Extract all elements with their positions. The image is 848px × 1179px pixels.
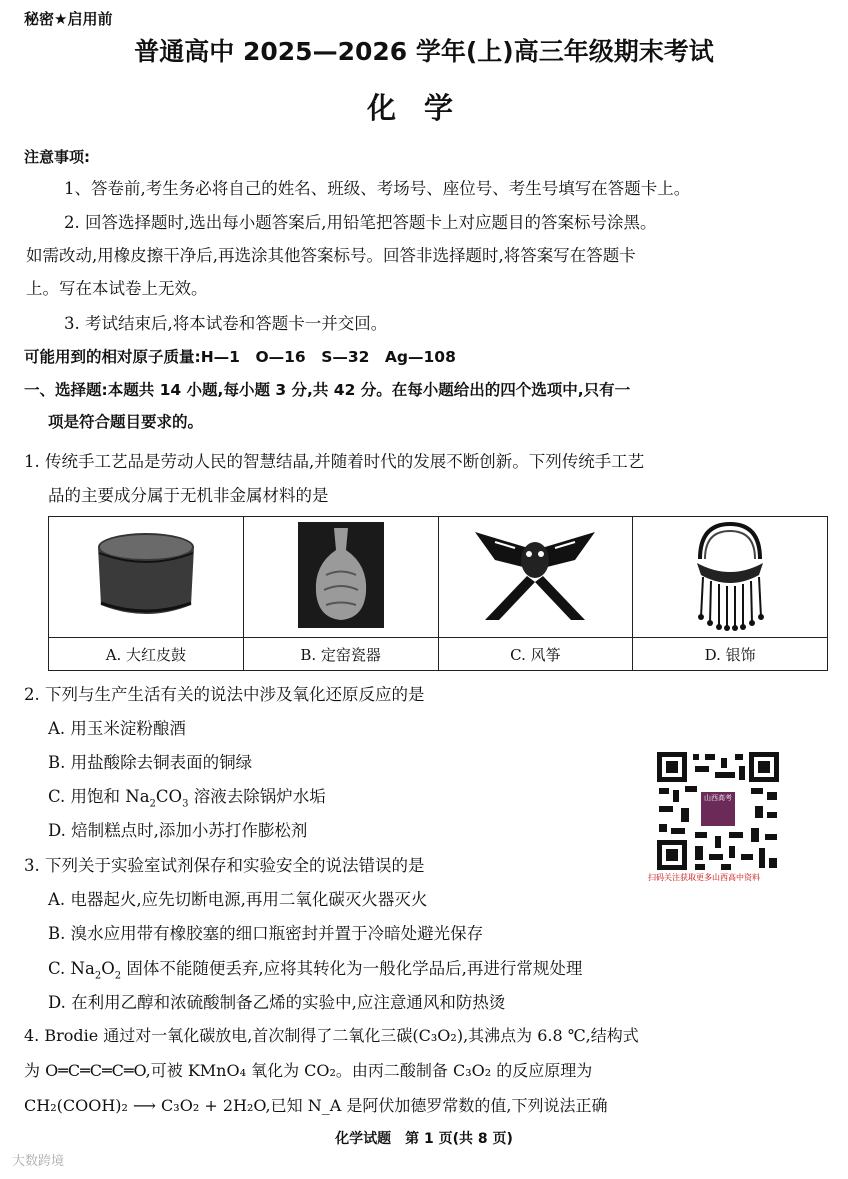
q2-option-a: A. 用玉米淀粉酿酒 [48,719,186,738]
item-b-caption: B. 定窑瓷器 [243,638,438,671]
section1-line-2: 项是符合题目要求的。 [48,413,204,431]
kite-icon [465,520,605,630]
item-d-cell [633,517,828,638]
qr-caption: 扫码关注获取更多山西高中资料 [648,873,760,882]
qr-code[interactable] [655,750,781,872]
item-c-caption: C. 风筝 [438,638,633,671]
q2-stem: 2. 下列与生产生活有关的说法中涉及氧化还原反应的是 [24,685,425,704]
q1-items-table [48,516,828,671]
q1-line-1: 1. 传统手工艺品是劳动人民的智慧结晶,并随着时代的发展不断创新。下列传统手工艺 [24,452,645,471]
notice-item-3: 3. 考试结束后,将本试卷和答题卡一并交回。 [64,314,388,333]
item-b-cell [243,517,438,638]
notice-item-2-line-2: 如需改动,用橡皮擦干净后,再选涂其他答案标号。回答非选择题时,将答案写在答题卡 [26,246,636,265]
q2-option-c: C. 用饱和 $Na_2CO_3$ 溶液去除锅炉水垢 [48,787,326,810]
atomic-mass: 可能用到的相对原子质量:H—1 O—16 S—32 Ag—108 [24,348,456,366]
drum-icon [91,525,201,625]
q4-line-1: 4. Brodie 通过对一氧化碳放电,首次制得了二氧化三碳(C₃O₂),其沸点为 6.8 ℃,结构式 [24,1026,639,1045]
qr-center-label: 山西高考 [704,794,732,802]
q3-option-d: D. 在利用乙醇和浓硫酸制备乙烯的实验中,应注意通风和防热烫 [48,993,506,1012]
q3-option-a: A. 电器起火,应先切断电源,再用二氧化碳灭火器灭火 [48,890,428,909]
silver-necklace-icon [685,519,775,631]
exam-title: 普通高中 2025—2026 学年(上)高三年级期末考试 [134,37,714,66]
notice-heading: 注意事项: [24,148,90,166]
item-d-caption: D. 银饰 [633,638,828,671]
q3-option-c: C. $Na_2O_2$ 固体不能随便丢弃,应将其转化为一般化学品后,再进行常规处理 [48,959,583,982]
notice-item-2-line-1: 2. 回答选择题时,选出每小题答案后,用铅笔把答题卡上对应题目的答案标号涂黑。 [64,213,657,232]
q4-line-2: 为 O═C═C═C═O,可被 KMnO₄ 氧化为 CO₂。由丙二酸制备 C₃O₂ 的反应原理为 [24,1061,593,1080]
item-a-caption: A. 大红皮鼓 [49,638,244,671]
q4-line-3: CH₂(COOH)₂ ⟶ C₃O₂ + 2H₂O,已知 N_A 是阿伏加德罗常数的值,下列说法正确 [24,1096,608,1115]
vase-icon [296,520,386,630]
subject-title: 化学 [366,91,481,125]
page-footer: 化学试题 第 1 页(共 8 页) [335,1131,513,1147]
item-c-cell [438,517,633,638]
q3-stem: 3. 下列关于实验室试剂保存和实验安全的说法错误的是 [24,856,425,875]
q3-option-b: B. 溴水应用带有橡胶塞的细口瓶密封并置于冷暗处避光保存 [48,924,484,943]
q1-line-2: 品的主要成分属于无机非金属材料的是 [48,486,329,505]
item-a-cell [49,517,244,638]
q2-option-b: B. 用盐酸除去铜表面的铜绿 [48,753,253,772]
secret-mark: 秘密★启用前 [24,10,113,28]
notice-item-1: 1、答卷前,考生务必将自己的姓名、班级、考场号、座位号、考生号填写在答题卡上。 [64,179,691,198]
watermark: 大数跨境 [12,1154,65,1169]
section1-line-1: 一、选择题:本题共 14 小题,每小题 3 分,共 42 分。在每小题给出的四个选项中,只有一 [24,381,631,399]
q2-option-d: D. 焙制糕点时,添加小苏打作膨松剂 [48,821,308,840]
notice-item-2-line-3: 上。写在本试卷上无效。 [26,279,208,298]
